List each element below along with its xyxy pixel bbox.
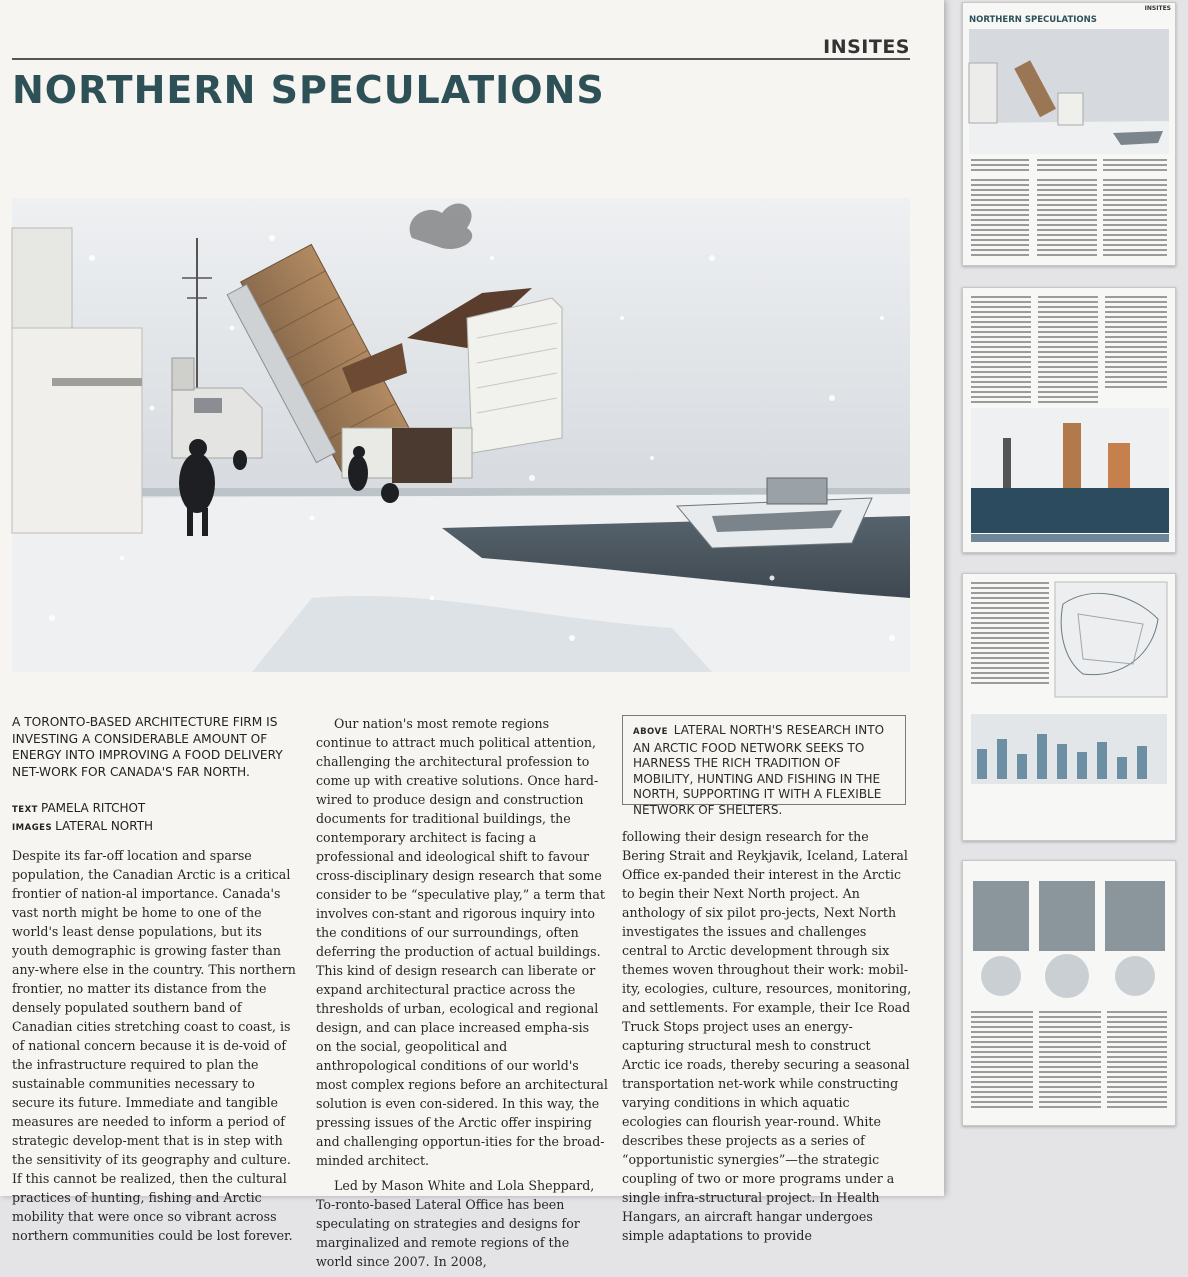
- images-credit: [12, 818, 302, 836]
- text-credit-key: TEXT: [12, 805, 38, 815]
- page-thumbnail-1[interactable]: [962, 2, 1176, 266]
- page-thumbnail-2[interactable]: [962, 287, 1176, 553]
- page-thumbnail-3[interactable]: [962, 573, 1176, 841]
- text-credit: [12, 800, 302, 818]
- paragraph: Led by Mason White and Lola Sheppard, To-ronto-based Lateral Office has been speculating on strategies and designs for marginalized and remote regions of the world since 2007. In 2008,: [316, 1178, 595, 1269]
- credits: [12, 800, 302, 836]
- images-credit-key: IMAGES: [12, 823, 53, 833]
- thumbnail-preview: [963, 861, 1175, 1125]
- thumbnail-preview: [963, 574, 1175, 840]
- caption-key: ABOVE: [633, 727, 668, 737]
- section-rule: [12, 58, 910, 60]
- article-title: NORTHERN SPECULATIONS: [12, 68, 605, 112]
- hero-image: [12, 198, 910, 672]
- body-column-3: [622, 827, 912, 1251]
- thumbnail-title: NORTHERN SPECULATIONS: [969, 15, 1097, 25]
- paragraph: following their design research for the Bering Strait and Reykjavik, Iceland, Lateral Office ex-panded their interest in the Arctic to begin their Next North project. An anthology of six pilot pro-jects, Next North investigates the issues and challenges central to Arctic development through six themes woven throughout their work: mobil-ity, ecologies, culture, resources, monitoring, and settlements. For example, their Ice Road Truck Stops project uses an energy-capturing structural mesh to construct Arctic ice roads, thereby securing a seasonal transportation net-work while constructing varying conditions in which aquatic ecologies can flourish year-round. White describes these projects as a series of “opportunistic synergies”—the strategic coupling of two or more programs under a single infra-structural project. In Health Hangars, an aircraft hangar undergoes simple adaptations to provide: [622, 829, 912, 1243]
- thumbnail-preview: [963, 288, 1175, 552]
- body-column-2: [316, 714, 608, 1277]
- thumbnail-section-label: INSITES: [1144, 5, 1171, 12]
- caption-text: LATERAL NORTH'S RESEARCH INTO AN ARCTIC FOOD NETWORK SEEKS TO HARNESS THE RICH TRADITION OF MOBILITY, HUNTING AND FISHING IN THE NORTH, SUPPORTING IT WITH A FLEXIBLE NETWORK OF SHELTERS.: [633, 723, 885, 817]
- body-column-1: [12, 846, 300, 1251]
- images-credit-name: LATERAL NORTH: [55, 819, 154, 833]
- text-credit-name: PAMELA RITCHOT: [40, 801, 146, 815]
- thumbnail-preview: [963, 3, 1175, 265]
- paragraph: Despite its far-off location and sparse population, the Canadian Arctic is a critical frontier of nation-al importance. Canada's vast north might be home to one of the world's least dense populations, but its youth demographic is growing faster than any-where else in the country. This northern frontier, no matter its distance from the densely populated southern band of Canadian cities stretching coast to coast, is of national concern because it is de-void of the infrastructure required to plan the sustainable communities necessary to secure its future. Immediate and tangible measures are needed to inform a period of strategic develop-ment that is in step with the sensitivity of its geography and culture. If this cannot be realized, then the cultural practices of hunting, fishing and Arctic mobility that were once so vibrant across northern communities could be lost forever.: [12, 848, 296, 1243]
- paragraph: Our nation's most remote regions continue to attract much political attention, challenging the architectural profession to come up with creative solutions. Once hard-wired to produce design and construction documents for traditional buildings, the contemporary architect is facing a professional and ideological shift to favour cross-disciplinary design research that some consider to be “speculative play,” a term that involves con-stant and rigorous inquiry into the conditions of our surroundings, often deferring the production of actual buildings. This kind of design research can liberate or expand architectural practice across the thresholds of urban, ecological and regional design, and can place increased empha-sis on the social, geopolitical and anthropological conditions of our world's most complex regions before an architectural solution is even con-sidered. In this way, the pressing issues of the Arctic offer inspiring and challenging opportun-ities for the broad-minded architect.: [316, 716, 608, 1168]
- standfirst: A TORONTO-BASED ARCHITECTURE FIRM IS INVESTING A CONSIDERABLE AMOUNT OF ENERGY INTO IMPROVING A FOOD DELIVERY NET-WORK FOR CANADA'S FAR NORTH.: [12, 715, 283, 779]
- page-thumbnail-4[interactable]: [962, 860, 1176, 1126]
- section-label: INSITES: [823, 36, 910, 58]
- photo-caption: [622, 715, 906, 817]
